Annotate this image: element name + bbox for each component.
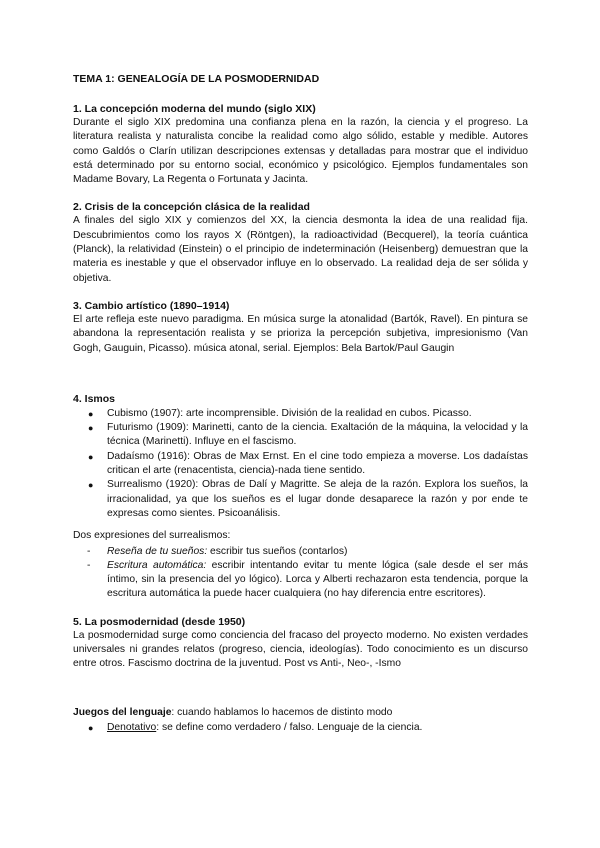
language-games-list bbox=[73, 721, 528, 735]
language-game-text: : se define como verdadero / falso. Lenguaje de la ciencia. bbox=[156, 721, 423, 733]
expression-text: escribir intentando evitar tu mente lógica (sale desde el ser más íntimo, sin la presencia del yo lógico). Lorca y Alberti rechazaron esta tendencia, porque la escritura automática la puede hacer cualquiera (no hay diferencia entre escritores). bbox=[107, 559, 529, 600]
section-crisis bbox=[73, 200, 528, 285]
section-modern-conception bbox=[73, 102, 528, 187]
section-postmodernity bbox=[73, 615, 528, 672]
section-4-heading: 4. Ismos bbox=[73, 392, 116, 405]
list-item bbox=[87, 545, 528, 559]
list-item bbox=[87, 559, 528, 602]
language-games-text: : cuando hablamos lo hacemos de distinto modo bbox=[171, 706, 393, 718]
language-games-line bbox=[73, 706, 528, 720]
list-item-text: Futurismo (1909): Marinetti, canto de la ciencia. Exaltación de la máquina, la velocidad y la técnica (Marinetti). Influye en el fascismo. bbox=[107, 422, 528, 448]
section-1-heading: 1. La concepción moderna del mundo (siglo XIX) bbox=[73, 103, 316, 115]
dash-icon: - bbox=[87, 559, 91, 571]
surrealism-expressions-list bbox=[73, 545, 528, 602]
list-item bbox=[87, 421, 528, 450]
list-item-text: Dadaísmo (1916): Obras de Max Ernst. En el cine todo empieza a moverse. Los dadaístas critican el arte (renacentista, ciencia)-nada tiene sentido. bbox=[107, 450, 528, 477]
language-games-label: Juegos del lenguaje bbox=[73, 706, 172, 718]
surrealism-expressions-intro: Dos expresiones del surrealismos: bbox=[73, 530, 231, 542]
bullet-icon: ● bbox=[88, 451, 94, 462]
dash-icon: - bbox=[87, 545, 91, 557]
bullet-icon: ● bbox=[88, 722, 94, 733]
section-5-heading: 5. La posmodernidad (desde 1950) bbox=[73, 615, 246, 628]
list-item bbox=[87, 721, 528, 735]
list-item-text: Cubismo (1907): arte incomprensible. División de la realidad en cubos. Picasso. bbox=[107, 407, 472, 419]
bullet-icon: ● bbox=[88, 423, 94, 434]
expression-term: Reseña de tu sueños: bbox=[107, 545, 208, 557]
section-3-heading: 3. Cambio artístico (1890–1914) bbox=[73, 299, 230, 312]
section-artistic-change bbox=[73, 299, 528, 356]
section-3-body: El arte refleja este nuevo paradigma. En música surge la atonalidad (Bartók, Ravel). En pintura se abandona la representación realista y se prioriza la percepción subjetiva, impresionismo (Van Gogh, Gauguin, Picasso). música atonal, serial. Ejemplos: Bela Bartok/Paul Gaugin bbox=[73, 313, 528, 354]
bullet-icon: ● bbox=[88, 408, 94, 419]
section-2-body: A finales del siglo XIX y comienzos del XX, la ciencia desmonta la idea de una realidad fija. Descubrimientos como los rayos X (Röntgen), la radioactividad (Becquerel), la teoría cuántica (Planck), la relatividad (Einstein) o el principio de indeterminación (Heisenberg) demuestran que la materia es inestable y que el observador influye en lo observado. La realidad deja de ser sólida y objetiva. bbox=[73, 215, 528, 284]
list-item bbox=[87, 450, 528, 479]
section-isms bbox=[73, 392, 528, 521]
section-1-body: Durante el siglo XIX predomina una confianza plena en la razón, la ciencia y el progreso. La literatura realista y naturalista concibe la realidad como algo sólido, estable y medible. Autores como Galdós o Clarín utilizan descripciones extensas y detalladas para mostrar que el individuo está determinado por su entorno social, económico y psicológico. Ejemplos fundamentales son Madame Bovary, La Regenta o Fortunata y Jacinta. bbox=[73, 117, 528, 186]
section-5-body: La posmodernidad surge como conciencia del fracaso del proyecto moderno. No existen verdades universales ni grandes relatos (progreso, ciencia, ideologías). Todo conocimiento es un discurso entre otros. Fascismo doctrina de la juventud. Post vs Anti-, Neo-, -Ismo bbox=[73, 629, 528, 670]
language-game-term: Denotativo bbox=[107, 721, 157, 733]
expression-term: Escritura automática: bbox=[107, 559, 207, 571]
bullet-icon: ● bbox=[88, 480, 94, 491]
list-item-text: Surrealismo (1920): Obras de Dalí y Magritte. Se aleja de la razón. Explora los sueños, la irracionalidad, ya que los sueños es el lugar donde desaparece la razón y por ende te expresas como sientes. Psicoanálisis. bbox=[107, 479, 528, 519]
expression-text: escribir tus sueños (contarlos) bbox=[207, 545, 348, 557]
list-item bbox=[87, 407, 528, 421]
isms-list bbox=[73, 407, 528, 521]
section-2-heading: 2. Crisis de la concepción clásica de la realidad bbox=[73, 201, 310, 214]
list-item bbox=[87, 478, 528, 521]
document-title: TEMA 1: GENEALOGÍA DE LA POSMODERNIDAD bbox=[73, 73, 320, 85]
